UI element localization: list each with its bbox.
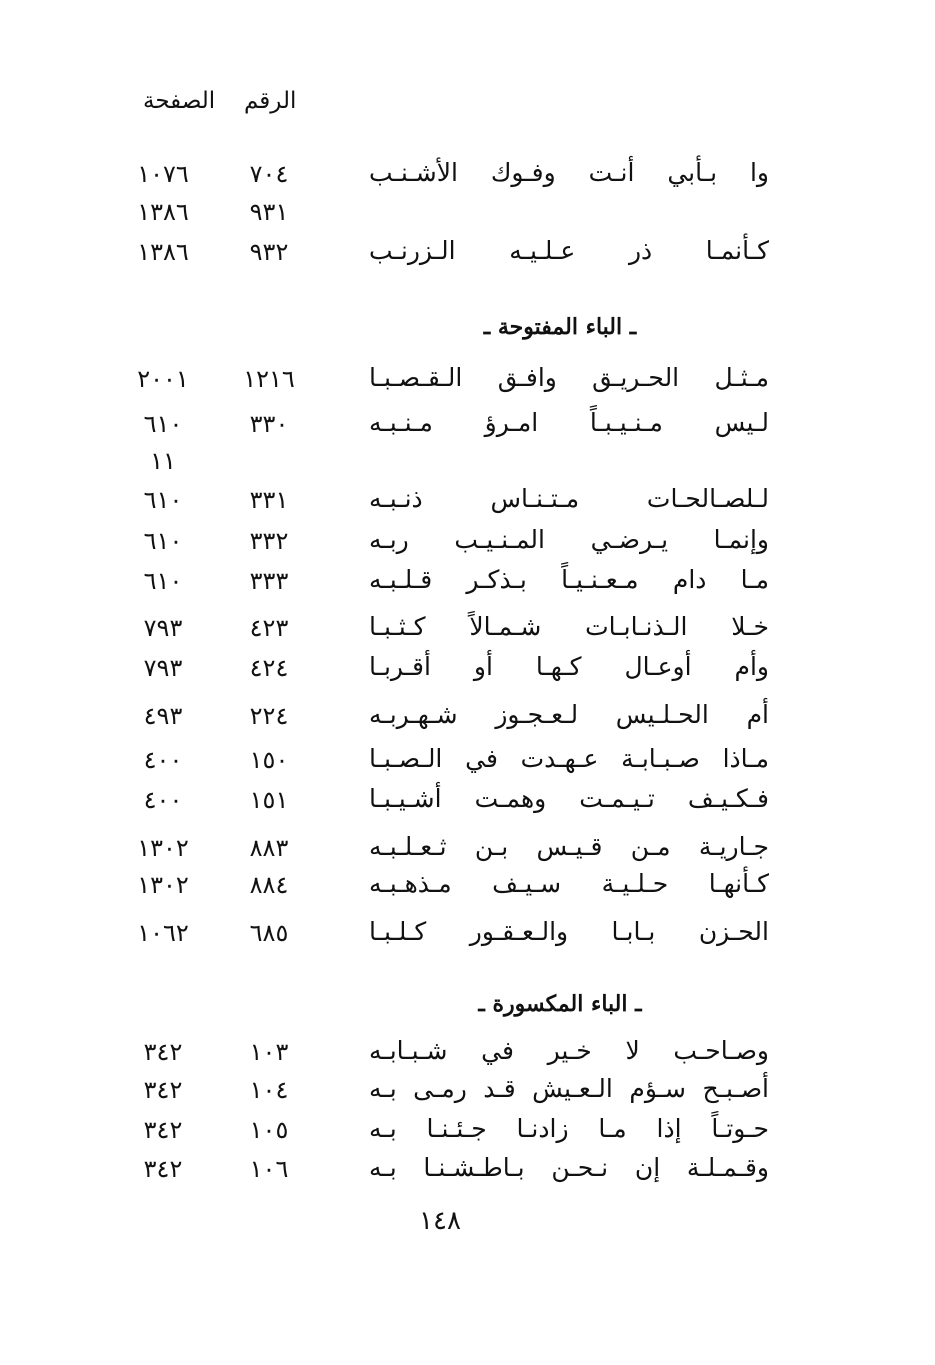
table-row (0, 1111, 935, 1151)
table-row (0, 914, 935, 954)
verse-text: خـلا الـذنـابـات شـمـالاً كـثـبـا (369, 612, 769, 641)
verse-text: الحـزن بـابـا والـعـقـور كـلـبـا (369, 917, 769, 946)
entry-number: ١٠٣ (249, 1038, 289, 1066)
table-row (0, 193, 935, 233)
page-reference: ٦١٠ (143, 567, 183, 595)
table-row (0, 697, 935, 737)
page-reference: ٣٤٢ (143, 1155, 183, 1183)
entry-number: ٣٣٣ (249, 567, 289, 595)
verse-text: أم الحـلـيس لـعـجـوز شـهـربـه (369, 700, 769, 729)
table-row (0, 562, 935, 602)
entry-number: ١٥١ (249, 786, 289, 814)
table-row (0, 609, 935, 649)
table-row (0, 1071, 935, 1111)
page-reference: ١٣٨٦ (137, 238, 189, 266)
verse-text: مـثـل الحـريـق وافـق الـقـصـبـا (369, 363, 769, 392)
page-reference: ٦١٠ (143, 486, 183, 514)
table-row (0, 1150, 935, 1190)
verse-text: فـكـيـف تـيـمـت وهمـت أشـيـبـا (369, 784, 769, 813)
entry-number: ١٢١٦ (243, 365, 295, 393)
entry-number: ١٥٠ (249, 746, 289, 774)
verse-text: وصـاحـب لا خـير في شـبـابـه (369, 1036, 769, 1065)
page-reference: ٣٤٢ (143, 1038, 183, 1066)
page-reference: ١٣٠٢ (137, 871, 189, 899)
section-title: ـ الباء المكسورة ـ (478, 991, 642, 1017)
verse-text: جـاريـة مـن قـيـس بـن ثـعـلـبـه (369, 832, 769, 861)
page-reference: ٦١٠ (143, 527, 183, 555)
entry-number: ٤٢٣ (249, 614, 289, 642)
column-header-page: الصفحة (143, 88, 216, 114)
verse-text: لـيس مـنـيـبـاً امـرؤ مـنـبـه (369, 408, 769, 437)
verse-text: كـأنمـا ذر عـلـيـه الـزرنـب (369, 236, 769, 265)
verse-text: وقـمـلـة إن نـحـن بـاطـشـنـا بـه (369, 1153, 769, 1182)
table-row (0, 442, 935, 482)
table-row (0, 741, 935, 781)
entry-number: ٤٢٤ (249, 654, 289, 682)
verse-text: وأم أوعـال كـهـا أو أقـربـا (369, 652, 769, 681)
page-reference: ٦١٠ (143, 410, 183, 438)
table-row (0, 649, 935, 689)
page-reference: ١٠٦٢ (137, 919, 189, 947)
entry-number: ١٠٥ (249, 1116, 289, 1144)
page-reference: ٤٩٣ (143, 702, 183, 730)
section-title: ـ الباء المفتوحة ـ (483, 314, 637, 340)
entry-number: ٢٢٤ (249, 702, 289, 730)
verse-text: لـلصـالحـات مـتـنـاس ذنـبـه (369, 484, 769, 513)
table-row (0, 781, 935, 821)
verse-text: وإنمـا يـرضـي المـنـيـب ربـه (369, 525, 769, 554)
entry-number: ٩٣٢ (249, 238, 289, 266)
table-row (0, 481, 935, 521)
verse-text: كـأنهـا حـلـيـة سـيـف مـذهـبـه (369, 869, 769, 898)
table-row (0, 155, 935, 195)
table-row (0, 522, 935, 562)
page-reference: ٤٠٠ (143, 786, 183, 814)
page-reference: ٧٩٣ (143, 614, 183, 642)
page-reference: ١٣٠٢ (137, 834, 189, 862)
entry-number: ٦٨٥ (249, 919, 289, 947)
entry-number: ٨٨٤ (249, 871, 289, 899)
entry-number: ٣٣١ (249, 486, 289, 514)
entry-number: ٩٣١ (249, 198, 289, 226)
verse-text: وا بـأبي أنـت وفـوك الأشـنـب (369, 158, 769, 187)
table-row (0, 233, 935, 273)
verse-text: حـوتـاً إذا مـا زادنـا جـئـنـا بـه (369, 1114, 769, 1143)
table-row (0, 360, 935, 400)
verse-text: مـاذا صـبـابـة عـهـدت في الـصـبـا (369, 744, 769, 773)
entry-number: ٨٨٣ (249, 834, 289, 862)
page-reference: ١١ (150, 447, 176, 475)
page-reference: ٣٤٢ (143, 1076, 183, 1104)
entry-number: ١٠٦ (249, 1155, 289, 1183)
table-row (0, 405, 935, 445)
entry-number: ٧٠٤ (249, 160, 289, 188)
verse-text: أصـبـح سـؤم الـعـيش قـد رمـى بـه (369, 1074, 769, 1103)
entry-number: ١٠٤ (249, 1076, 289, 1104)
page-reference: ١٣٨٦ (137, 198, 189, 226)
entry-number: ٣٣٢ (249, 527, 289, 555)
verse-text: مـا دام مـعـنـيـاً بـذكـر قـلـبـه (369, 565, 769, 594)
page-reference: ٧٩٣ (143, 654, 183, 682)
page-reference: ١٠٧٦ (137, 160, 189, 188)
page-reference: ٢٠٠١ (137, 365, 189, 393)
table-row (0, 866, 935, 906)
table-row (0, 1033, 935, 1073)
page-reference: ٣٤٢ (143, 1116, 183, 1144)
table-row (0, 829, 935, 869)
column-header-number: الرقم (244, 88, 297, 114)
page-reference: ٤٠٠ (143, 746, 183, 774)
page-number: ١٤٨ (419, 1206, 461, 1236)
entry-number: ٣٣٠ (249, 410, 289, 438)
